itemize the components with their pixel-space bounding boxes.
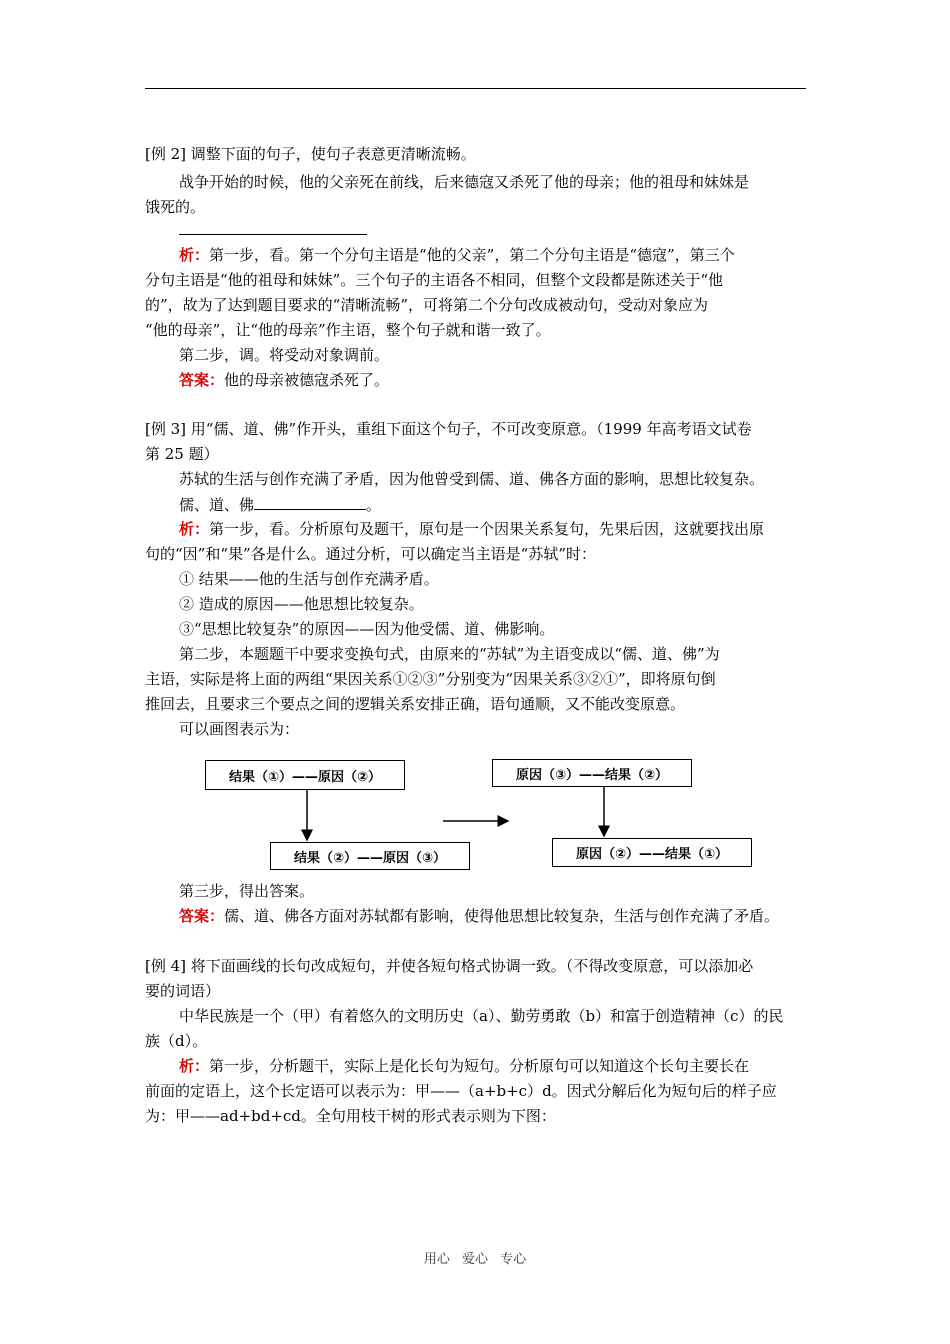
ex2-analysis-text1: 第一步，看。第一个分句主语是“他的父亲”，第二个分句主语是“德寇”，第三个 bbox=[209, 246, 735, 264]
ex3-item-3: ③“思想比较复杂”的原因——因为他受儒、道、佛影响。 bbox=[179, 620, 555, 638]
ex3-prompt-end: 。 bbox=[366, 496, 382, 514]
ex2-step2: 第二步，调。将受动对象调前。 bbox=[179, 346, 390, 364]
ex3-answer bbox=[179, 905, 779, 927]
ex3-analysis-text1: 第一步，看。分析原句及题干，原句是一个因果关系复句，先果后因，这就要找出原 bbox=[209, 520, 765, 538]
ex2-title: [例 2] 调整下面的句子，使句子表意更清晰流畅。 bbox=[145, 145, 476, 163]
ex2-analysis-line4: “他的母亲”，让“他的母亲”作主语，整个句子就和谐一致了。 bbox=[145, 321, 551, 339]
ex4-analysis-line2: 前面的定语上，这个长定语可以表示为：甲——（a+b+c）d。因式分解后化为短句后的样子应 bbox=[145, 1082, 777, 1100]
ex4-sentence-line1: 中华民族是一个（甲）有着悠久的文明历史（a）、勤劳勇敢（b）和富于创造精神（c）的民 bbox=[179, 1007, 784, 1025]
ex3-title-line1: [例 3] 用“儒、道、佛”作开头，重组下面这个句子，不可改变原意。（1999 年高考语文试卷 bbox=[145, 420, 752, 438]
diagram-box-cause2-result1: 原因（②）——结果（①） bbox=[552, 838, 752, 867]
analysis-label: 析： bbox=[179, 246, 210, 264]
ex3-sentence: 苏轼的生活与创作充满了矛盾，因为他曾受到儒、道、佛各方面的影响，思想比较复杂。 bbox=[179, 470, 765, 488]
ex2-answer-text: 他的母亲被德寇杀死了。 bbox=[224, 371, 390, 389]
ex4-analysis-line1 bbox=[179, 1055, 749, 1077]
ex3-item-1: ① 结果——他的生活与创作充满矛盾。 bbox=[179, 570, 439, 588]
analysis-label: 析： bbox=[179, 520, 210, 538]
ex4-sentence-line2: 族（d）。 bbox=[145, 1032, 208, 1050]
ex2-sentence-line1: 战争开始的时候，他的父亲死在前线，后来德寇又杀死了他的母亲；他的祖母和妹妹是 bbox=[179, 173, 750, 191]
diagram-box-cause3-result2: 原因（③）——结果（②） bbox=[492, 759, 692, 787]
answer-label: 答案： bbox=[179, 907, 225, 925]
ex3-step2-line3: 推回去，且要求三个要点之间的逻辑关系安排正确，语句通顺，又不能改变原意。 bbox=[145, 695, 686, 713]
diagram-box-result1-cause2: 结果（①）——原因（②） bbox=[205, 760, 405, 790]
ex2-analysis-line3: 的”，故为了达到题目要求的“清晰流畅”，可将第二个分句改成被动句，受动对象应为 bbox=[145, 296, 709, 314]
ex2-sentence-line2: 饿死的。 bbox=[145, 198, 206, 216]
ex3-item-2: ② 造成的原因——他思想比较复杂。 bbox=[179, 595, 424, 613]
ex3-step2-line1: 第二步，本题题干中要求变换句式，由原来的“苏轼”为主语变成以“儒、道、佛”为 bbox=[179, 645, 720, 663]
ex3-analysis-line2: 句的“因”和“果”各是什么。通过分析，可以确定当主语是“苏轼”时： bbox=[145, 545, 597, 563]
ex4-analysis-text1: 第一步，分析题干，实际上是化长句为短句。分析原句可以知道这个长句主要长在 bbox=[209, 1057, 750, 1075]
ex4-title-line2: 要的词语） bbox=[145, 982, 221, 1000]
ex3-step3: 第三步，得出答案。 bbox=[179, 882, 315, 900]
analysis-label: 析： bbox=[179, 1057, 210, 1075]
diagram-box-result2-cause3: 结果（②）——原因（③） bbox=[270, 842, 470, 870]
ex3-answer-text: 儒、道、佛各方面对苏轼都有影响，使得他思想比较复杂，生活与创作充满了矛盾。 bbox=[224, 907, 780, 925]
ex3-title-line2: 第 25 题） bbox=[145, 445, 219, 463]
answer-label: 答案： bbox=[179, 371, 225, 389]
ex4-analysis-line3: 为：甲——ad+bd+cd。全句用枝干树的形式表示则为下图： bbox=[145, 1107, 556, 1125]
ex2-analysis-line2: 分句主语是“他的祖母和妹妹”。三个句子的主语各不相同，但整个文段都是陈述关于“他 bbox=[145, 271, 724, 289]
ex3-prompt-start: 儒、道、佛 bbox=[179, 496, 255, 514]
ex3-step2-line2: 主语，实际是将上面的两组“果因关系①②③”分别变为“因果关系③②①”，即将原句倒 bbox=[145, 670, 716, 688]
ex3-diagram-intro: 可以画图表示为： bbox=[179, 720, 300, 738]
page-footer: 用心 爱心 专心 bbox=[423, 1252, 527, 1267]
ex4-title-line1: [例 4] 将下面画线的长句改成短句，并使各短句格式协调一致。（不得改变原意，可以添加必 bbox=[145, 957, 754, 975]
